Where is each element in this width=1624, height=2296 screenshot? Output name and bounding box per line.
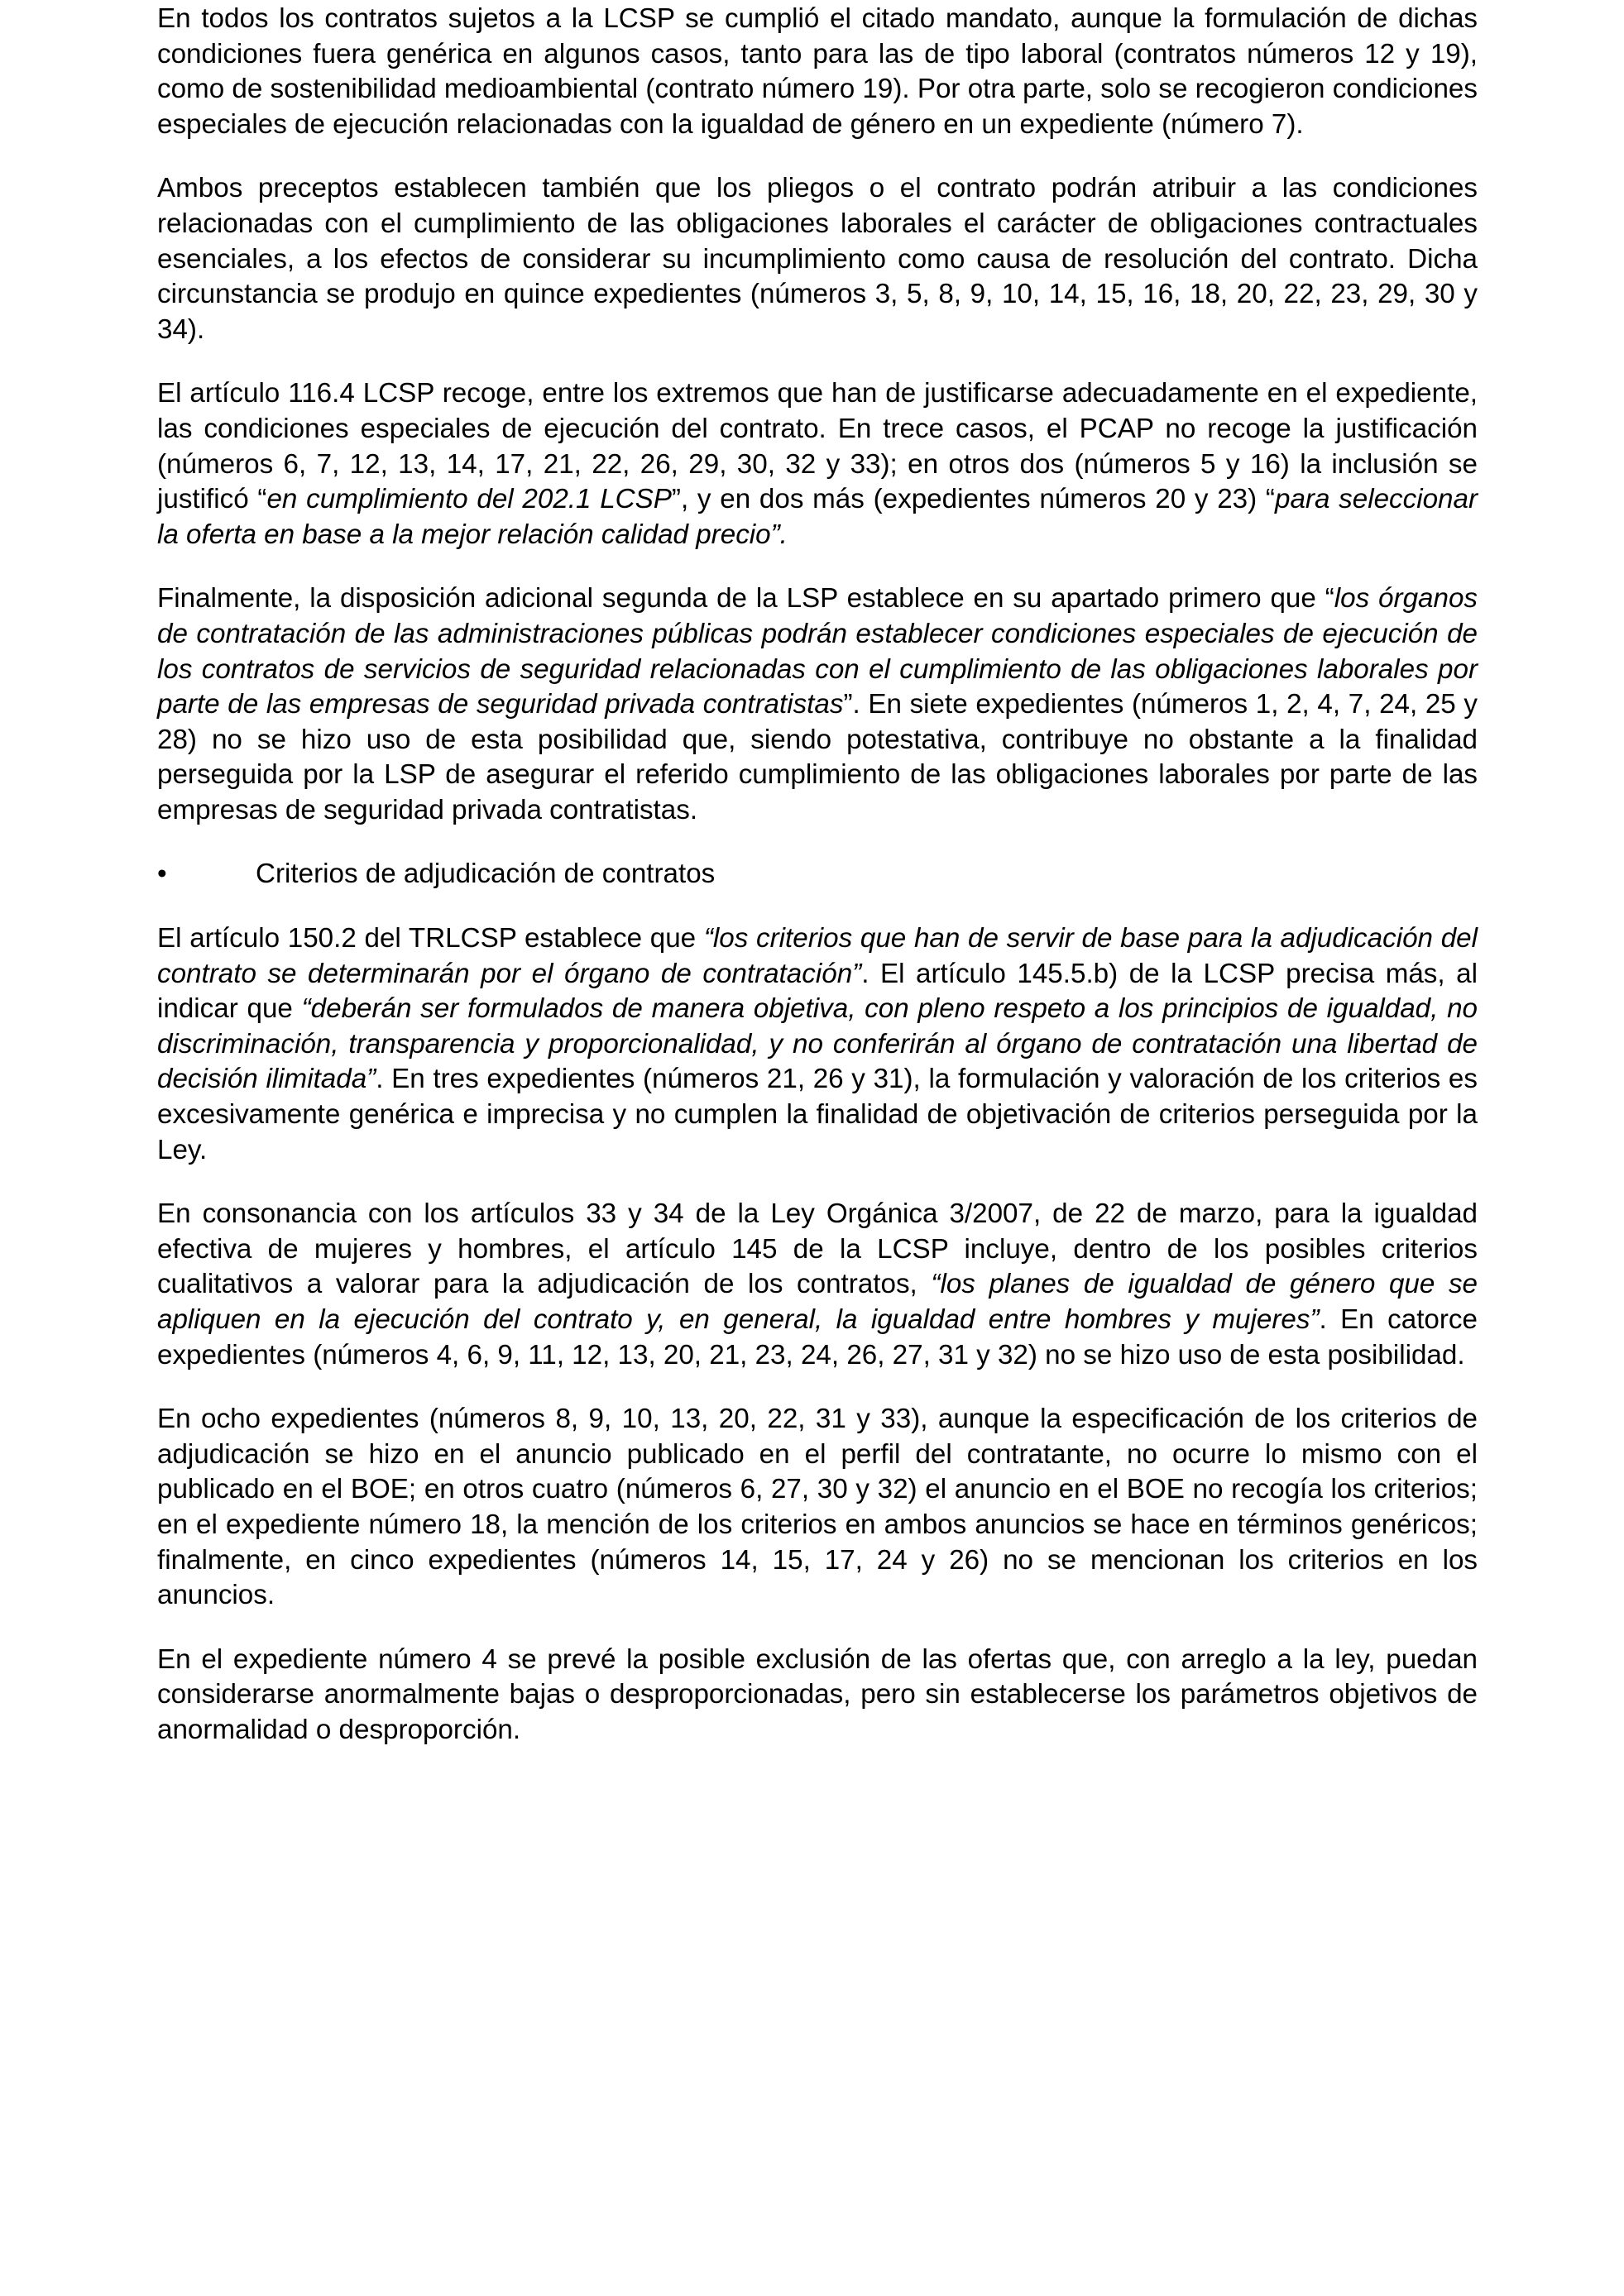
section-heading: Criterios de adjudicación de contratos	[256, 859, 716, 890]
paragraph-5	[157, 921, 1478, 1168]
paragraph-5-quote-1: “los criterios que han de servir de base para la adjudicación del contrato se determinarán por el órgano de contratación”	[157, 923, 1478, 989]
paragraph-8-text: En el expediente número 4 se prevé la posible exclusión de las ofertas que, con arreglo a la ley, puedan considerarse anormalmente bajas o desproporcionadas, pero sin establecerse los parámetros objetivos de anormalidad o desproporción.	[157, 1643, 1478, 1745]
paragraph-4-text-a: Finalmente, la disposición adicional segunda de la LSP establece en su apartado primero que “	[157, 583, 1334, 615]
paragraph-8	[157, 1643, 1478, 1748]
paragraph-5-text-a: El artículo 150.2 del TRLCSP establece que	[157, 923, 704, 954]
paragraph-3	[157, 376, 1478, 552]
paragraph-3-quote-1: en cumplimiento del 202.1 LCSP	[266, 484, 672, 515]
paragraph-1-text: En todos los contratos sujetos a la LCSP se cumplió el citado mandato, aunque la formulación de dichas condiciones fuera genérica en algunos casos, tanto para las de tipo laboral (contratos números 12 y 19), como de sostenibilidad medioambiental (contrato número 19). Por otra parte, solo se recogieron condiciones especiales de ejecución relacionadas con la igualdad de género en un expediente (número 7).	[157, 3, 1478, 140]
paragraph-6-quote: “los planes de igualdad de género que se apliquen en la ejecución del contrato y, en general, la igualdad entre hombres y mujeres”	[157, 1269, 1478, 1335]
paragraph-3-text-c: ”, y en dos más (expedientes números 20 y 23) “	[671, 484, 1275, 515]
paragraph-5-text-c: . El artículo 145.5.b) de la LCSP precisa más, al indicar que	[157, 958, 1478, 1025]
paragraph-7	[157, 1402, 1478, 1614]
paragraph-3-quote-2: para seleccionar la oferta en base a la mejor relación calidad precio	[157, 484, 1478, 550]
document-page	[157, 0, 1478, 1777]
paragraph-3-text-e: ”.	[770, 519, 788, 550]
bullet-icon: •	[157, 859, 167, 890]
section-bullet	[157, 857, 1478, 892]
paragraph-6-text-c: . En catorce expedientes (números 4, 6, 9, 11, 12, 13, 20, 21, 23, 24, 26, 27, 31 y 32) no se hizo uso de esta posibilidad.	[157, 1304, 1478, 1370]
paragraph-6-text-a: En consonancia con los artículos 33 y 34 de la Ley Orgánica 3/2007, de 22 de marzo, para la igualdad efectiva de mujeres y hombres, el artículo 145 de la LCSP incluye, dentro de los posibles criterios cualitativos a valorar para la adjudicación de los contratos,	[157, 1198, 1478, 1300]
paragraph-2-text: Ambos preceptos establecen también que los pliegos o el contrato podrán atribuir a las condiciones relacionadas con el cumplimiento de las obligaciones laborales el carácter de obligaciones contractuales esenciales, a los efectos de considerar su incumplimiento como causa de resolución del contrato. Dicha circunstancia se produjo en quince expedientes (números 3, 5, 8, 9, 10, 14, 15, 16, 18, 20, 22, 23, 29, 30 y 34).	[157, 173, 1478, 345]
paragraph-2	[157, 171, 1478, 347]
paragraph-5-text-e: . En tres expedientes (números 21, 26 y 31), la formulación y valoración de los criterios es excesivamente genérica e imprecisa y no cumplen la finalidad de objetivación de criterios perseguida por la Ley.	[157, 1064, 1478, 1165]
paragraph-3-text-a: El artículo 116.4 LCSP recoge, entre los extremos que han de justificarse adecuadamente en el expediente, las condiciones especiales de ejecución del contrato. En trece casos, el PCAP no recoge la justificación (números 6, 7, 12, 13, 14, 17, 21, 22, 26, 29, 30, 32 y 33); en otros dos (números 5 y 16) la inclusión se justificó “	[157, 378, 1478, 515]
paragraph-4-text-c: ”. En siete expedientes (números 1, 2, 4, 7, 24, 25 y 28) no se hizo uso de esta posibilidad que, siendo potestativa, contribuye no obstante a la finalidad perseguida por la LSP de asegurar el referido cumplimiento de las obligaciones laborales por parte de las empresas de seguridad privada contratistas.	[157, 689, 1478, 825]
paragraph-5-quote-2: “deberán ser formulados de manera objetiva, con pleno respeto a los principios de igualdad, no discriminación, transparencia y proporcionalidad, y no conferirán al órgano de contratación una libertad de decisión ilimitada”	[157, 993, 1478, 1095]
paragraph-6	[157, 1197, 1478, 1373]
paragraph-4-quote: los órganos de contratación de las administraciones públicas podrán establecer condiciones especiales de ejecución de los contratos de servicios de seguridad relacionadas con el cumplimiento de las obligaciones laborales por parte de las empresas de seguridad privada contratistas	[157, 583, 1478, 720]
paragraph-1	[157, 2, 1478, 142]
paragraph-7-text: En ocho expedientes (números 8, 9, 10, 13, 20, 22, 31 y 33), aunque la especificación de los criterios de adjudicación se hizo en el anuncio publicado en el perfil del contratante, no ocurre lo mismo con el publicado en el BOE; en otros cuatro (números 6, 27, 30 y 32) el anuncio en el BOE no recogía los criterios; en el expediente número 18, la mención de los criterios en ambos anuncios se hace en términos genéricos; finalmente, en cinco expedientes (números 14, 15, 17, 24 y 26) no se mencionan los criterios en los anuncios.	[157, 1404, 1478, 1611]
paragraph-4	[157, 581, 1478, 828]
